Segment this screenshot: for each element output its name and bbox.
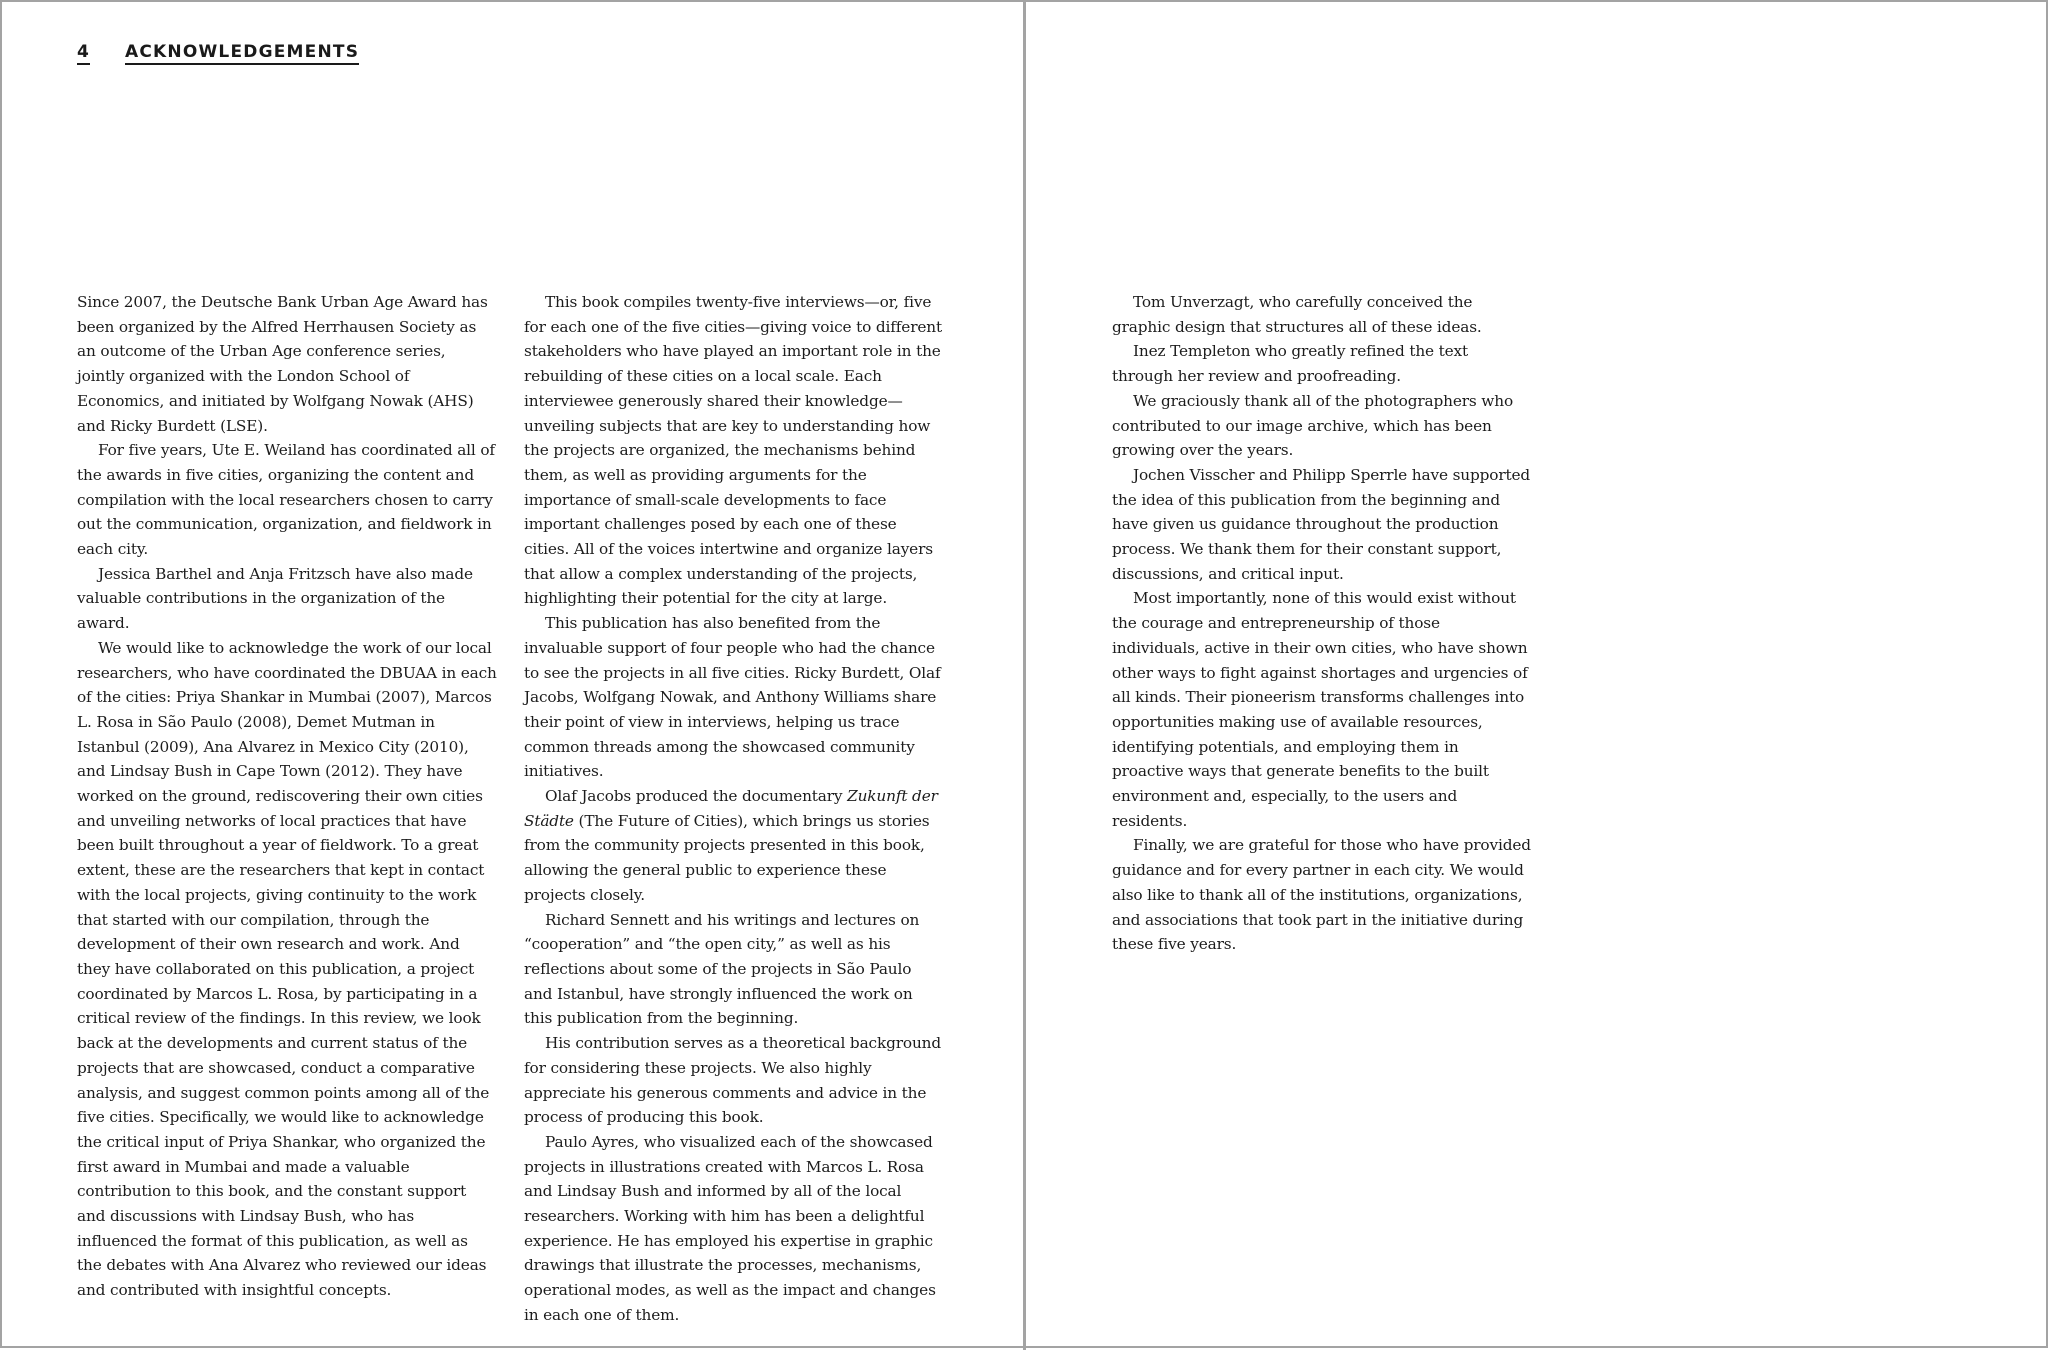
paragraph: Jochen Visscher and Philipp Sperrle have supported the idea of this publication from the beginning and have given us guidance throughout the production process. We thank them for their constant support, discussions, and critical input. [1112, 465, 1531, 583]
text-column-left [77, 290, 497, 1303]
paragraph: We would like to acknowledge the work of our local researchers, who have coordinated the DBUAA in each of the cities: Priya Shankar in Mumbai (2007), Marcos L. Rosa in São Paulo (2008), Demet Mutman in Istanbul (2009), Ana Alvarez in Mexico City (2010), and Lindsay Bush in Cape Town (2012). They have worked on the ground, rediscovering their own cities and unveiling networks of local practices that have been built throughout a year of fieldwork. To a great extent, these are the researchers that kept in contact with the local projects, giving continuity to the work that started with our compilation, through the development of their own research and work. And they have collaborated on this publication, a project coordinated by Marcos L. Rosa, by participating in a critical review of the findings. In this review, we look back at the developments and current status of the projects that are showcased, conduct a comparative analysis, and suggest common points among all of the five cities. Specifically, we would like to acknowledge the critical input of Priya Shankar, who organized the first award in Mumbai and made a valuable contribution to this book, and the constant support and discussions with Lindsay Bush, who has influenced the format of this publication, as well as the debates with Ana Alvarez who reviewed our ideas and contributed with insightful concepts. [77, 638, 497, 1300]
paragraph: Since 2007, the Deutsche Bank Urban Age Award has been organized by the Alfred Herrhausen Society as an outcome of the Urban Age conference series, jointly organized with the London School of Economics, and initiated by Wolfgang Nowak (AHS) and Ricky Burdett (LSE). [77, 293, 488, 435]
paragraph: Jessica Barthel and Anja Fritzsch have also made valuable contributions in the organization of the award. [77, 564, 473, 633]
text-column-middle [524, 290, 944, 1328]
paragraph: For five years, Ute E. Weiland has coordinated all of the awards in five cities, organizing the content and compilation with the local researchers chosen to carry out the communication, organization, and fieldwork in each city. [77, 441, 495, 559]
paragraph: Tom Unverzagt, who carefully conceived the graphic design that structures all of these ideas. [1112, 293, 1482, 336]
paragraph: Inez Templeton who greatly refined the text through her review and proofreading. [1112, 342, 1469, 386]
running-title: ACKNOWLEDGEMENTS [125, 42, 359, 65]
paragraph: This book compiles twenty-five interviews—or, five for each one of the five cities—giving voice to different stakeholders who have played an important role in the rebuilding of these cities on a local scale. Each interviewee generously shared their knowledge—unveiling subjects that are key to understanding how the projects are organized, the mechanisms behind them, as well as providing arguments for the importance of small-scale developments to face important challenges posed by each one of these cities. All of the voices intertwine and organize layers that allow a complex understanding of the projects, highlighting their potential for the city at large. [524, 293, 942, 608]
text-run: (The Future of Cities), which brings us stories from the community projects presented in this book, allowing the general public to experience these projects closely. [524, 811, 930, 904]
paragraph: His contribution serves as a theoretical background for considering these projects. We also highly appreciate his generous comments and advice in the process of producing this book. [524, 1034, 941, 1127]
paragraph-documentary [524, 784, 944, 908]
paragraph: Most importantly, none of this would exist without the courage and entrepreneurship of those individuals, active in their own cities, who have shown other ways to fight against shortages and urgencies of all kinds. Their pioneerism transforms challenges into opportunities making use of available resources, identifying potentials, and employing them in proactive ways that generate benefits to the built environment and, especially, to the users and residents. [1112, 589, 1528, 830]
text-run: Olaf Jacobs produced the documentary [545, 787, 848, 806]
page-number: 4 [77, 42, 90, 65]
paragraph: Finally, we are grateful for those who have provided guidance and for every partner in each city. We would also like to thank all of the institutions, organizations, and associations that took part in the initiative during these five years. [1112, 836, 1531, 954]
paragraph: We graciously thank all of the photographers who contributed to our image archive, which has been growing over the years. [1112, 391, 1514, 460]
paragraph: This publication has also benefited from the invaluable support of four people who had the chance to see the projects in all five cities. Ricky Burdett, Olaf Jacobs, Wolfgang Nowak, and Anthony Williams share their point of view in interviews, helping us trace common threads among the showcased community initiatives. [524, 614, 941, 781]
page-gutter-divider [1023, 2, 1026, 1350]
film-title: Zukunft der Städte [524, 787, 938, 830]
text-column-right-page [1112, 290, 1532, 957]
paragraph: Paulo Ayres, who visualized each of the showcased projects in illustrations created with Marcos L. Rosa and Lindsay Bush and informed by all of the local researchers. Working with him has been a delightful experience. He has employed his expertise in graphic drawings that illustrate the processes, mechanisms, operational modes, as well as the impact and changes in each one of them. [524, 1132, 936, 1324]
paragraph: Richard Sennett and his writings and lectures on “cooperation” and “the open city,” as well as his reflections about some of the projects in São Paulo and Istanbul, have strongly influenced the work on this publication from the beginning. [524, 910, 920, 1028]
